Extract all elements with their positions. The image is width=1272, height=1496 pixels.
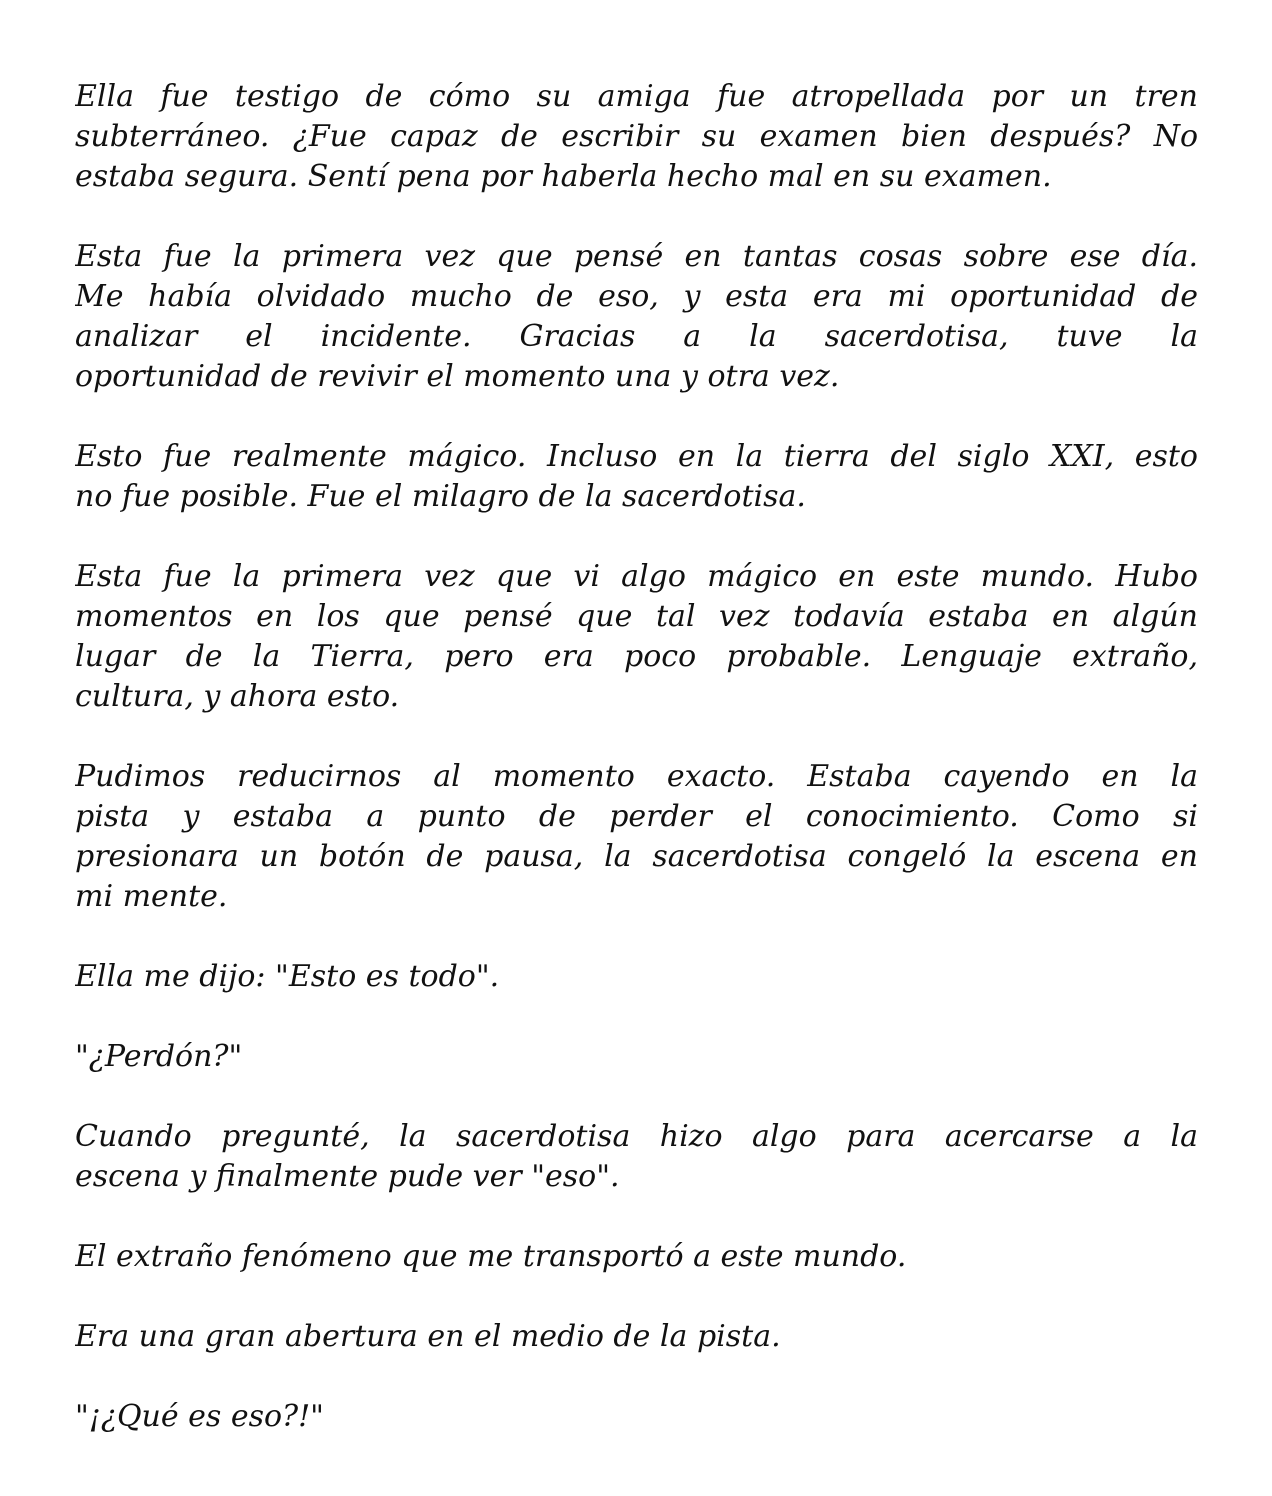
text-line: cultura, y ahora esto. bbox=[75, 679, 400, 714]
text-line: Pudimos reducirnos al momento exacto. Estaba cayendo en la bbox=[75, 759, 1198, 794]
text-line: Esta fue la primera vez que vi algo mágico en este mundo. Hubo bbox=[75, 559, 1198, 594]
text-line: no fue posible. Fue el milagro de la sacerdotisa. bbox=[75, 479, 806, 514]
paragraph bbox=[75, 957, 1198, 997]
paragraph bbox=[75, 1317, 1198, 1357]
text-line: escena y finalmente pude ver "eso". bbox=[75, 1159, 620, 1194]
text-line: presionara un botón de pausa, la sacerdotisa congeló la escena en bbox=[75, 839, 1198, 874]
text-line: "¿Perdón?" bbox=[75, 1039, 243, 1074]
text-line: oportunidad de revivir el momento una y otra vez. bbox=[75, 359, 840, 394]
paragraph bbox=[75, 557, 1198, 717]
document-body bbox=[75, 77, 1198, 1437]
text-line: analizar el incidente. Gracias a la sacerdotisa, tuve la bbox=[75, 319, 1198, 354]
paragraph bbox=[75, 1397, 1198, 1437]
paragraph bbox=[75, 437, 1198, 517]
text-line: pista y estaba a punto de perder el conocimiento. Como si bbox=[75, 799, 1198, 834]
text-line: estaba segura. Sentí pena por haberla hecho mal en su examen. bbox=[75, 159, 1052, 194]
text-line: subterráneo. ¿Fue capaz de escribir su examen bien después? No bbox=[75, 119, 1198, 154]
text-line: Ella me dijo: "Esto es todo". bbox=[75, 959, 500, 994]
text-line: mi mente. bbox=[75, 879, 228, 914]
text-line: "¡¿Qué es eso?!" bbox=[75, 1399, 324, 1434]
text-line: lugar de la Tierra, pero era poco probable. Lenguaje extraño, bbox=[75, 639, 1198, 674]
paragraph bbox=[75, 77, 1198, 197]
text-line: momentos en los que pensé que tal vez todavía estaba en algún bbox=[75, 599, 1198, 634]
paragraph bbox=[75, 1237, 1198, 1277]
text-line: Me había olvidado mucho de eso, y esta era mi oportunidad de bbox=[75, 279, 1198, 314]
paragraph bbox=[75, 1037, 1198, 1077]
text-line: Era una gran abertura en el medio de la pista. bbox=[75, 1319, 781, 1354]
paragraph bbox=[75, 757, 1198, 917]
text-line: El extraño fenómeno que me transportó a este mundo. bbox=[75, 1239, 907, 1274]
paragraph bbox=[75, 237, 1198, 397]
text-line: Cuando pregunté, la sacerdotisa hizo algo para acercarse a la bbox=[75, 1119, 1198, 1154]
text-line: Esto fue realmente mágico. Incluso en la tierra del siglo XXI, esto bbox=[75, 439, 1198, 474]
text-line: Ella fue testigo de cómo su amiga fue atropellada por un tren bbox=[75, 79, 1198, 114]
paragraph bbox=[75, 1117, 1198, 1197]
text-line: Esta fue la primera vez que pensé en tantas cosas sobre ese día. bbox=[75, 239, 1198, 274]
